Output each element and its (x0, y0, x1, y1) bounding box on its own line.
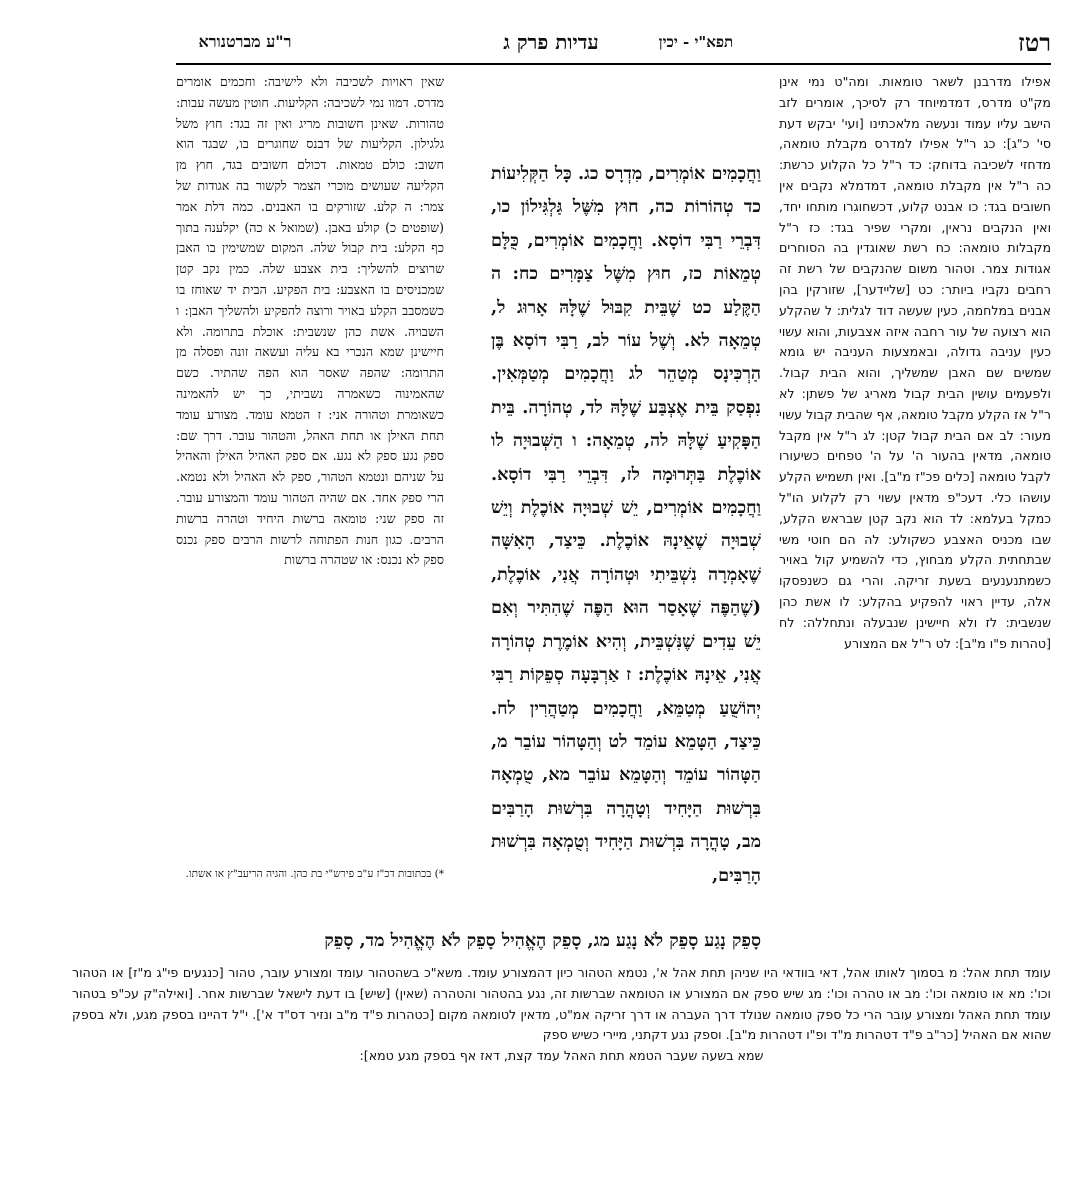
right-commentary-column: אפילו מדרבנן לשאר טומאות. ומה"ט נמי אינן מק"ט מדרס, דמדמיוחד רק לסיכך, אומרים לזב הישב עליו עמוד ונעשה מלאכתינו [ועי' יבקש דעת סי' כ"ג]: כג ר"ל אפילו למדרס מקבלת טומאה, מדחזי לשכיבה בדוחק: כד ר"ל כל הקלוע כרשת: כה ר"ל אין מקבלת טומאה, דמדמלא נקבים אין חשובים בגד: כו אבנט קלוע, דכשחוגרו מותחו יחד, ואין הנקבים נראין, ומקרי שפיר בגד: כז ר"ל מקבלות טומאה: כח רשת שאוגדין בה הסוחרים אגודות צמר. וטהור משום שהנקבים של רשת זה רחבים נקביו ביותר: כט [שליידער], שזורקין בהן אבנים במלחמה, כעין שעשה דוד לגלית: ל שהקלע הוא רצועה של עור רחבה איזה אצבעות, והוא עשוי כעין עניבה גדולה, ובאמצעות העניבה יש גומא שמשים שם האבן שמשליך, והוא הבית קבול. ולפעמים עושין הבית קבול מאריג של פשתן: לא ר"ל אז הקלע מקבל טומאה, אף שהבית קבול עשוי מעור: לב אם הבית קבול קטן: לג ר"ל אין מקבל טומאה, מדאין בהעור ה' על ה' טפחים כשיעורו לקבל טומאה [כלים פכ"ז מ"ב]. ואין תשמיש הקלע עושהו כלי. דעכ"פ מדאין עשוי רק לקלוע הו"ל כמקל בעלמא: לד הוא נקב קטן שבראש הקלע, שבו מכניס האצבע כשקולע: לה הם חוטי משי שבתחתית הקלע מבחוץ, כדי להשמיע קול באויר כשמתנענעים בשעת זריקה. והרי גם כשנפסקו אלה, עדיין ראוי להפקיע בהקלע: לו אשת כהן שנשבית: לז ולא חיישינן שנבעלה ונתחללה: לח [טהרות פ"ו מ"ב]: לט ר"ל אם המצורע (779, 74, 1051, 651)
mishnah-tail: סָפֵק נָגַע סָפֵק לֹא נָגַע מג, סָפֵק הֶאֱהִיל סָפֵק לֹא הֶאֱהִיל מד, סָפֵק (324, 930, 761, 951)
running-reference: תפא"י - יכין (658, 33, 734, 51)
commentary-title: ר"ע מברטנורא (198, 32, 292, 51)
bottom-commentary-last-line: שמא בשעה שעבר הטמא תחת האהל עמד קצת, דאז אף בספק מגע טמא]: (359, 1048, 764, 1064)
bottom-commentary (72, 963, 1051, 1168)
mishnah-text: וַחֲכָמִים אוֹמְרִים, מִדְרָס כג. כָּל הַקְּלִיעוֹת כד טְהוֹרוֹת כה, חוּץ מִשֶּׁל גַּלְגִּילוֹן כו, דִּבְרֵי רַבִּי דוֹסָא. וַחֲכָמִים אוֹמְרִים, כֻּלָּם טְמֵאוֹת כז, חוּץ מִשֶּׁל צַמָּרִים כח: ה הַקֶּלַע כט שֶׁבֵּית קִבּוּל שֶׁלָּהּ אָרוּג ל, טְמֵאָה לא. וְשֶׁל עוֹר לב, רַבִּי דוֹסָא בֶּן הַרְכִּינָס מְטַהֵר לג וַחֲכָמִים מְטַמְּאִין. נִפְסַק בֵּית אֶצְבַּע שֶׁלָּהּ לד, טְהוֹרָה. בֵּית הַפָּקִיעַ שֶׁלָּהּ לה, טְמֵאָה: ו הַשְּׁבוּיָה לו אוֹכֶלֶת בַּתְּרוּמָה לז, דִּבְרֵי רַבִּי דוֹסָא. וַחֲכָמִים אוֹמְרִים, יֵשׁ שְׁבוּיָה אוֹכֶלֶת וְיֵשׁ שְׁבוּיָה שֶׁאֵינָהּ אוֹכֶלֶת. כֵּיצַד, הָאִשָּׁה שֶׁאָמְרָה נִשְׁבֵּיתִי וּטְהוֹרָה אֲנִי, אוֹכֶלֶת, (שֶׁהַפֶּה שֶׁאָסַר הוּא הַפֶּה שֶׁהִתִּיר וְאִם יֵשׁ עֵדִים שֶׁנִּשְׁבֵּית, וְהִיא אוֹמֶרֶת טְהוֹרָה אֲנִי, אֵינָהּ אוֹכֶלֶת: ז אַרְבָּעָה סְפֵקוֹת רַבִּי יְהוֹשֻׁעַ מְטַמֵּא, וַחֲכָמִים מְטַהֲרִין לח. כֵּיצַד, הַטָּמֵא עוֹמֵד לט וְהַטָּהוֹר עוֹבֵר מ, הַטָּהוֹר עוֹמֵד וְהַטָּמֵא עוֹבֵר מא, טֻמְאָה בִּרְשׁוּת הַיָּחִיד וְטָהֳרָה בִּרְשׁוּת הָרַבִּים מב, טָהֳרָה בִּרְשׁוּת הַיָּחִיד וְטֻמְאָה בִּרְשׁוּת הָרַבִּים, (491, 163, 761, 886)
bottom-commentary-text: עומד תחת אהל: מ בסמוך לאותו אהל, דאי בוודאי היו שניהן תחת אהל א', נטמא הטהור כיון דהמצורע עומד. משא"כ בשהטהור עומד ומצורע עובר, טהור [כנגעים פי"ג מ"ז] או הטהור וכו': מא או טומאה וכו': מב או טהרה וכו': מג שיש ספק אם המצורע או הטומאה שברשות זה, נגע בהטהור והטהרה (שאין) [שיש] בו דעת לישאל שברשות אחר. [ואילה"ק עכ"פ בטהור עומד תחת האהל ומצורע עובר הרי כל ספק טומאה שנולד דרך העברה או דרך זריקה אמ"ט, מדאין לטומאה מקום [כטהרות פ"ד מ"ב ונזיר דס"ד א']. י"ל דהיינו בספק מגע, ולא בספק שהוא אם האהיל [כר"ב פ"ד דטהרות מ"ד ופ"ו דטהרות מ"ב]. וספק נגע דקתני, מיירי כשיש ספק (72, 965, 1051, 1043)
tractate-title: עדיות פרק ג (503, 30, 599, 54)
header-rule (176, 63, 1051, 65)
left-commentary-column: שאין ראויות לשכיבה ולא לישיבה: וחכמים אומרים מדרס. דמוו נמי לשכיבה: הקליעות. חוטין מעשה עבות: טהורות. שאינן חשובות מריג ואין זה בגד: חוץ משל גלגילון. הקליעות של דבנס שחוגרים בו, שבגד הוא חשוב: כולם טמאות. דכולם חשובים בגד, חוץ מן הקליעה שעושים מוכרי הצמר לקשור בה אגודות של צמר: ה קלע. שזורקים בו האבנים. כמה דלת אמר (שופטים כ) קולע באבן. (שמואל א כה) יקלענה בתוך כף הקלע: בית קבול שלה. המקום שמשימין בו האבן שרוצים להשליך: בית אצבע שלה. כמין נקב קטן שמכניסים בו האצבע: בית הפקיע. הבית יד שאוחז בו כשמסבב הקלע באויר ורוצה להפקיע ולהשליך האבן: ו השבויה. אשת כהן שנשבית: אוכלת בתרומה. ולא חיישינן שמא הנכרי בא עליה ועשאה זונה ופסלה מן התרומה: שהפה שאסר הוא הפה שהתיר. כשם שהאמינוה כשאמרה נשביתי, כך יש להאמינה כשאומרת וטהורה אני: ז הטמא עומד. מצורע עומד תחת האילן או תחת האהל, והטהור עובר. דרך שם: ספק נגע ספק לא נגע. אם ספק האהיל האילן והאהיל על שניהם ונטמא הטהור, ספק לא האהיל ולא נטמא. הרי ספק אחד. אם שהיה הטהור עומד והמצורע עובר. זה ספק שני: טומאה ברשות היחיד וטהרה ברשות הרבים. כגון חנות הפתוחה לרשות הרבים ספק נכנס ספק לא נכנס: או שטהרה ברשות (176, 74, 444, 568)
footnote: *) בכתובות דכ"ז ע"ב פירש"י בת כהן. והגיה הריעב"ץ או אשתו. (185, 868, 444, 880)
page-number: רטז (1018, 28, 1051, 57)
